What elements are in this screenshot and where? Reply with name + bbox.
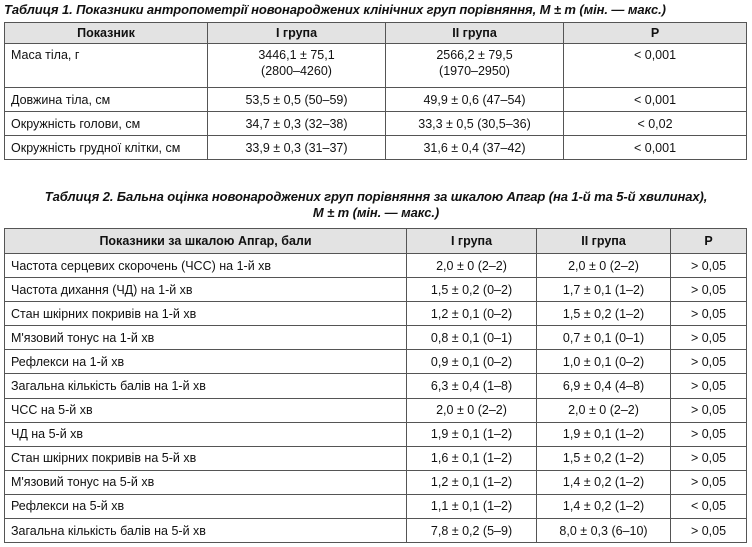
table2-header-row [5,229,747,254]
p-value: > 0,05 [671,278,747,302]
group2-value-range: (1970–2950) [439,64,510,78]
table-row [5,374,747,398]
group1-value: 1,5 ± 0,2 (0–2) [407,278,537,302]
p-value: > 0,05 [671,470,747,494]
table-row [5,136,747,160]
row-label: Стан шкірних покривів на 5-й хв [5,446,407,470]
group2-value: 1,4 ± 0,2 (1–2) [537,470,671,494]
row-label: Загальна кількість балів на 5-й хв [5,519,407,543]
group1-value: 33,9 ± 0,3 (31–37) [208,136,386,160]
row-label: Частота серцевих скорочень (ЧСС) на 1-й хв [5,254,407,278]
table2-header-p: P [671,229,747,254]
p-value: < 0,001 [564,136,747,160]
group2-value: 2,0 ± 0 (2–2) [537,398,671,422]
row-label: Рефлекси на 5-й хв [5,494,407,518]
group1-value-range: (2800–4260) [261,64,332,78]
group2-value: 1,4 ± 0,2 (1–2) [537,494,671,518]
table2-title-line1: Таблиця 2. Бальна оцінка новонароджених груп порівняння за шкалою Апгар (на 1-й та 5-й хвилинах), [44,189,708,204]
group2-value: 2,0 ± 0 (2–2) [537,254,671,278]
table1-header-group2: II група [386,23,564,44]
p-value: < 0,001 [564,88,747,112]
p-value: > 0,05 [671,302,747,326]
group1-value: 1,2 ± 0,1 (1–2) [407,470,537,494]
table2-header-group1: I група [407,229,537,254]
group2-value: 0,7 ± 0,1 (0–1) [537,326,671,350]
row-label: М'язовий тонус на 1-й хв [5,326,407,350]
group1-value [208,44,386,88]
apgar-table [4,228,747,543]
group1-value: 1,2 ± 0,1 (0–2) [407,302,537,326]
table-row [5,254,747,278]
group1-value: 2,0 ± 0 (2–2) [407,398,537,422]
p-value: > 0,05 [671,519,747,543]
p-value: > 0,05 [671,374,747,398]
table-row [5,422,747,446]
table-row [5,88,747,112]
table1-header-p: P [564,23,747,44]
group1-value: 6,3 ± 0,4 (1–8) [407,374,537,398]
group1-value: 1,9 ± 0,1 (1–2) [407,422,537,446]
table1-header-group1: I група [208,23,386,44]
table2-title-line2: M ± m (мін. — макс.) [312,205,440,220]
group1-value: 1,6 ± 0,1 (1–2) [407,446,537,470]
group2-value: 6,9 ± 0,4 (4–8) [537,374,671,398]
row-label: М'язовий тонус на 5-й хв [5,470,407,494]
row-label: Маса тіла, г [5,44,208,88]
p-value: > 0,05 [671,254,747,278]
table2-title [4,189,748,221]
table1-title: Таблиця 1. Показники антропометрії новонароджених клінічних груп порівняння, M ± m (мін. — макс.) [4,2,666,17]
p-value: > 0,05 [671,422,747,446]
group2-value [386,44,564,88]
p-value: > 0,05 [671,326,747,350]
group2-value: 33,3 ± 0,5 (30,5–36) [386,112,564,136]
group1-value: 1,1 ± 0,1 (1–2) [407,494,537,518]
row-label: ЧД на 5-й хв [5,422,407,446]
group1-value: 53,5 ± 0,5 (50–59) [208,88,386,112]
row-label: Довжина тіла, см [5,88,208,112]
group1-value: 0,8 ± 0,1 (0–1) [407,326,537,350]
group1-value: 7,8 ± 0,2 (5–9) [407,519,537,543]
row-label: Окружність голови, см [5,112,208,136]
table2-header-indicator: Показники за шкалою Апгар, бали [5,229,407,254]
p-value: > 0,05 [671,350,747,374]
row-label: Стан шкірних покривів на 1-й хв [5,302,407,326]
table2-header-group2: II група [537,229,671,254]
group2-value: 1,5 ± 0,2 (1–2) [537,446,671,470]
p-value: > 0,05 [671,398,747,422]
table-row [5,326,747,350]
table-row [5,44,747,88]
p-value: < 0,05 [671,494,747,518]
table1-header-row [5,23,747,44]
table-row [5,519,747,543]
group2-value: 1,7 ± 0,1 (1–2) [537,278,671,302]
group1-value: 2,0 ± 0 (2–2) [407,254,537,278]
group2-value: 1,0 ± 0,1 (0–2) [537,350,671,374]
table-row [5,470,747,494]
group1-value: 0,9 ± 0,1 (0–2) [407,350,537,374]
group1-value-main: 3446,1 ± 75,1 [258,48,335,62]
table-row [5,302,747,326]
row-label: ЧСС на 5-й хв [5,398,407,422]
group2-value-main: 2566,2 ± 79,5 [436,48,513,62]
table-row [5,350,747,374]
group2-value: 1,9 ± 0,1 (1–2) [537,422,671,446]
table-row [5,494,747,518]
table1-header-indicator: Показник [5,23,208,44]
row-label: Окружність грудної клітки, см [5,136,208,160]
group2-value: 1,5 ± 0,2 (1–2) [537,302,671,326]
group2-value: 31,6 ± 0,4 (37–42) [386,136,564,160]
group1-value: 34,7 ± 0,3 (32–38) [208,112,386,136]
group2-value: 49,9 ± 0,6 (47–54) [386,88,564,112]
p-value: > 0,05 [671,446,747,470]
group2-value: 8,0 ± 0,3 (6–10) [537,519,671,543]
p-value: < 0,001 [564,44,747,88]
table-row [5,398,747,422]
row-label: Рефлекси на 1-й хв [5,350,407,374]
p-value: < 0,02 [564,112,747,136]
table-row [5,446,747,470]
row-label: Загальна кількість балів на 1-й хв [5,374,407,398]
row-label: Частота дихання (ЧД) на 1-й хв [5,278,407,302]
anthropometry-table [4,22,747,160]
table-row [5,112,747,136]
table-row [5,278,747,302]
